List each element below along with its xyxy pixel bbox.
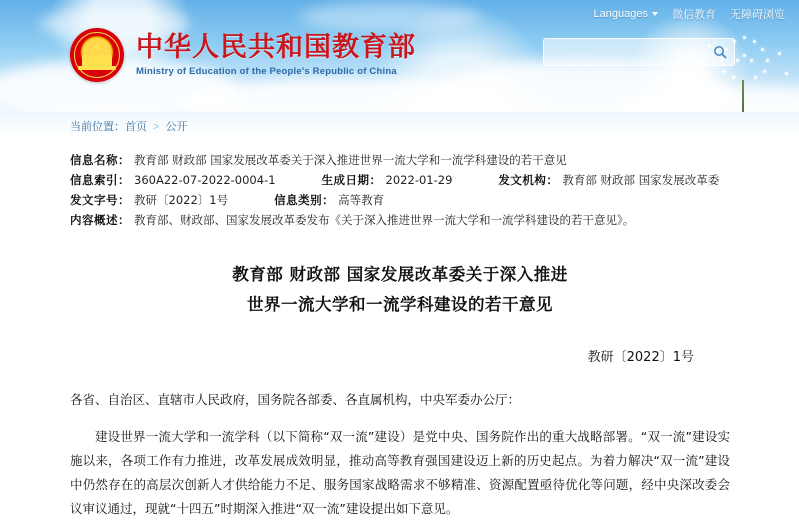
meta-value-category: 高等教育 xyxy=(338,193,385,207)
breadcrumb-bar xyxy=(0,112,799,140)
site-title-en: Ministry of Education of the People's Republic of China xyxy=(136,65,397,77)
meta-value-index: 360A22-07-2022-0004-1 xyxy=(134,173,276,187)
meta-label-docnumber: 发文字号： xyxy=(70,193,130,207)
breadcrumb xyxy=(70,118,187,134)
utility-bar xyxy=(594,6,785,22)
wechat-link[interactable]: 微信教育 xyxy=(672,9,716,21)
meta-value-issuer: 教育部 财政部 国家发展改革委 xyxy=(562,173,720,187)
metadata-row xyxy=(70,150,730,170)
document-title xyxy=(70,260,730,320)
meta-value-docnumber: 教研〔2022〕1号 xyxy=(134,193,229,207)
breadcrumb-label: 当前位置： xyxy=(70,121,125,133)
meta-value-date: 2022-01-29 xyxy=(385,173,453,187)
search-icon xyxy=(713,45,727,59)
site-title-cn: 中华人民共和国教育部 xyxy=(136,32,416,64)
metadata-row xyxy=(70,210,730,230)
breadcrumb-separator: > xyxy=(153,121,160,133)
metadata-row xyxy=(70,170,730,190)
national-emblem-icon: ★ xyxy=(70,28,124,82)
search-button[interactable] xyxy=(706,40,734,64)
article-container xyxy=(70,150,730,520)
languages-menu[interactable] xyxy=(594,8,658,20)
meta-label-category: 信息类别： xyxy=(274,193,335,207)
meta-value-name: 教育部 财政部 国家发展改革委关于深入推进世界一流大学和一流学科建设的若干意见 xyxy=(134,153,567,167)
document-title-line2: 世界一流大学和一流学科建设的若干意见 xyxy=(247,295,553,314)
document-salutation: 各省、自治区、直辖市人民政府，国务院各部委、各直属机构，中央军委办公厅： xyxy=(70,392,521,407)
metadata-table xyxy=(70,150,730,230)
site-logo[interactable] xyxy=(70,28,416,82)
breadcrumb-item-public[interactable]: 公开 xyxy=(165,121,188,133)
meta-value-summary: 教育部、财政部、国家发展改革委发布《关于深入推进世界一流大学和一流学科建设的若干意见》。 xyxy=(134,213,635,227)
meta-label-issuer: 发文机构： xyxy=(498,173,559,187)
metadata-row xyxy=(70,190,730,210)
document-number: 教研〔2022〕1号 xyxy=(587,350,694,365)
chevron-down-icon xyxy=(652,12,658,16)
meta-label-summary: 内容概述： xyxy=(70,213,130,227)
meta-label-name: 信息名称： xyxy=(70,153,130,167)
meta-label-date: 生成日期： xyxy=(321,173,382,187)
site-title-block xyxy=(136,33,416,77)
document-title-line1: 教育部 财政部 国家发展改革委关于深入推进 xyxy=(232,265,568,284)
meta-label-index: 信息索引： xyxy=(70,173,130,187)
languages-label: Languages xyxy=(593,8,648,20)
search-box[interactable] xyxy=(543,38,735,66)
accessibility-link[interactable]: 无障碍浏览 xyxy=(730,9,785,21)
document-paragraph-1: 建设世界一流大学和一流学科（以下简称“双一流”建设）是党中央、国务院作出的重大战略部署。“双一流”建设实施以来，各项工作有力推进，改革发展成效明显，推动高等教育强国建设迈上新的历史起点。为着力解决“双一流”建设中仍然存在的高层次创新人才供给能力不足、服务国家战略需求不够精准、资源配置亟待优化等问题，经中央深改委会议审议通过，现就“十四五”时期深入推进“双一流”建设提出如下意见。 xyxy=(70,429,730,516)
breadcrumb-item-home[interactable]: 首页 xyxy=(125,121,147,133)
search-input[interactable] xyxy=(544,40,706,64)
site-banner xyxy=(0,0,799,112)
